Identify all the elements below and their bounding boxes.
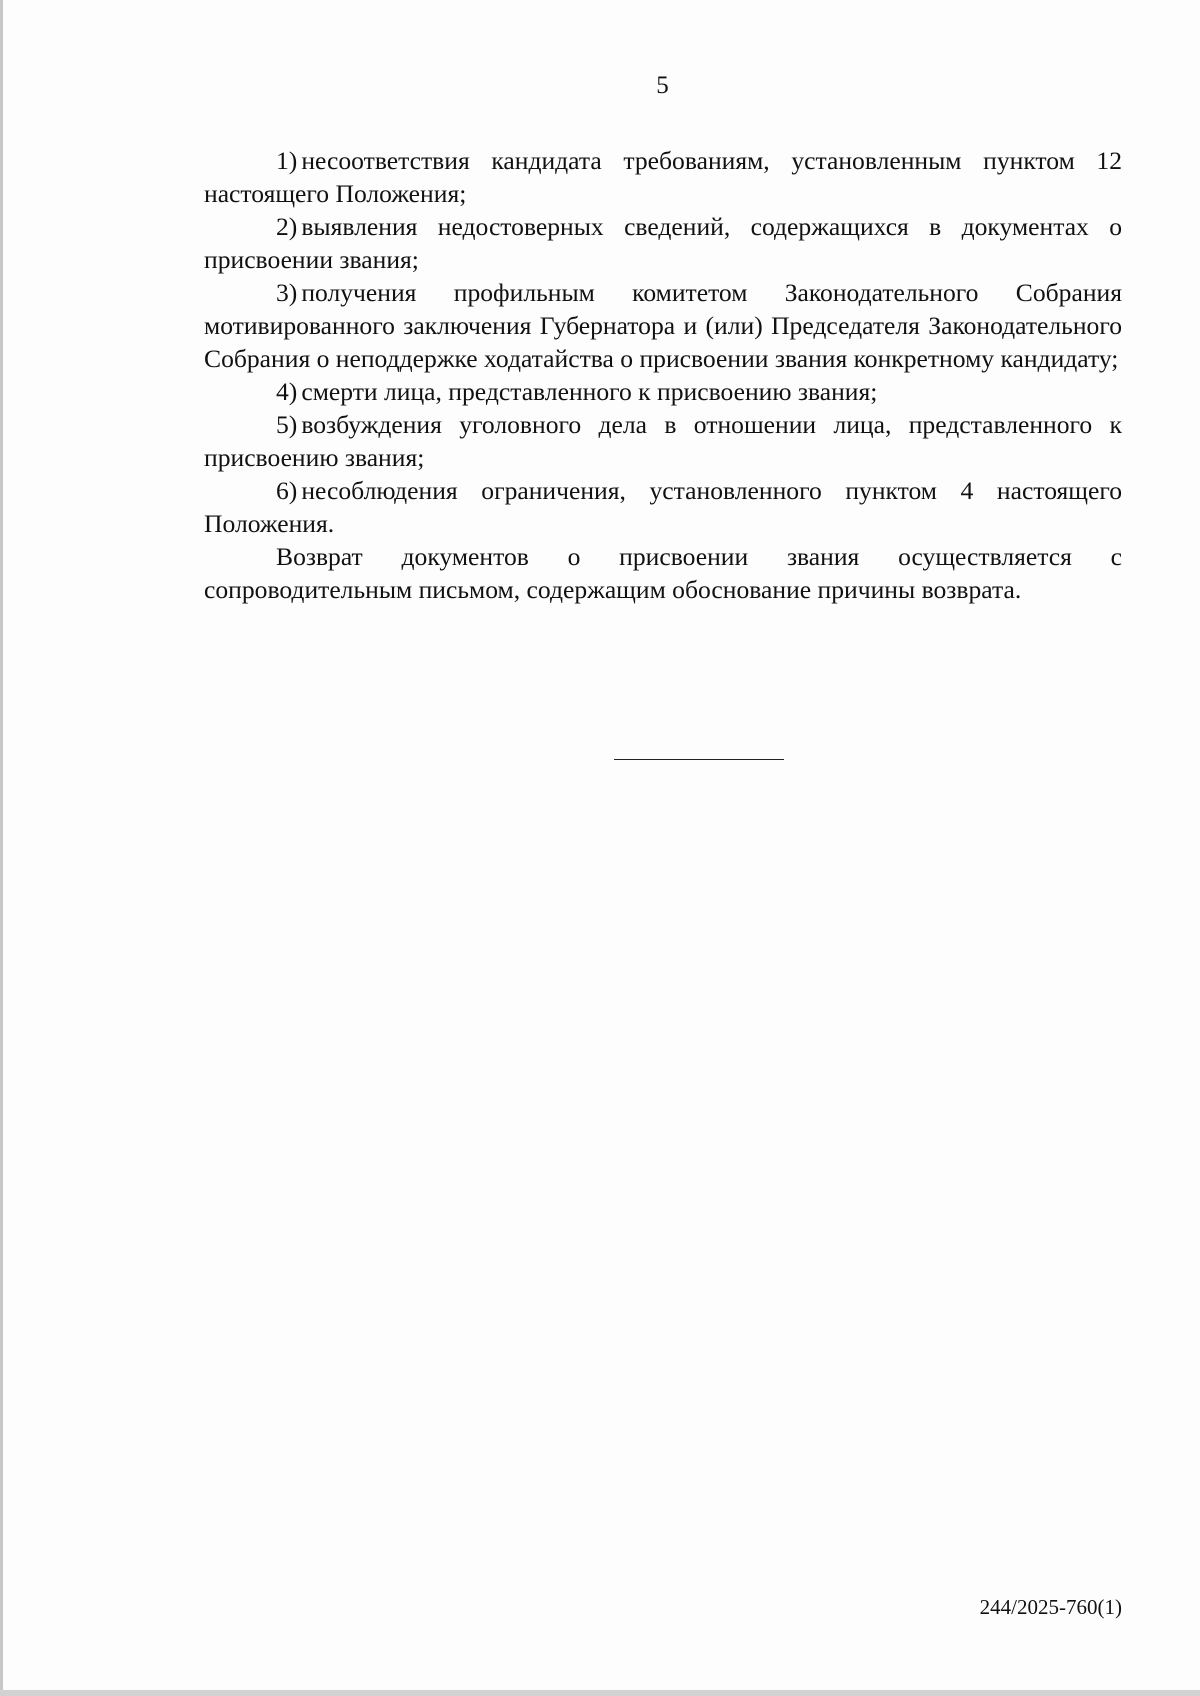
list-item — [204, 144, 1122, 210]
item-text: смерти лица, представленного к присвоению звания; — [301, 377, 878, 406]
list-item — [204, 375, 1122, 408]
item-number: 1) — [276, 146, 298, 175]
list-item — [204, 408, 1122, 474]
item-text: несоблюдения ограничения, установленного пунктом 4 настоящего Положения. — [204, 476, 1122, 538]
item-number: 6) — [276, 476, 298, 505]
item-number: 5) — [276, 410, 298, 439]
item-text: выявления недостоверных сведений, содержащихся в документах о присвоении звания; — [204, 212, 1122, 274]
scan-edge-bottom — [0, 1690, 1200, 1696]
list-item — [204, 276, 1122, 375]
closing-paragraph: Возврат документов о присвоении звания осуществляется с сопроводительным письмом, содержащим обоснование причины возврата. — [204, 542, 1122, 604]
item-number: 3) — [276, 278, 298, 307]
item-text: возбуждения уголовного дела в отношении лица, представленного к присвоению звания; — [204, 410, 1122, 472]
scan-edge-left — [0, 0, 3, 1696]
item-number: 2) — [276, 212, 298, 241]
item-number: 4) — [276, 377, 298, 406]
document-body — [204, 144, 1122, 606]
list-item — [204, 210, 1122, 276]
item-text: получения профильным комитетом Законодательного Собрания мотивированного заключения Губернатора и (или) Председателя Законодательного Собрания о неподдержке ходатайства о присвоении звания конкретному кандидату; — [204, 278, 1122, 373]
item-text: несоответствия кандидата требованиям, установленным пунктом 12 настоящего Положения; — [204, 146, 1122, 208]
page-number: 5 — [656, 72, 669, 99]
end-rule — [614, 759, 784, 760]
list-item — [204, 474, 1122, 540]
document-code: 244/2025-760(1) — [979, 1595, 1122, 1619]
